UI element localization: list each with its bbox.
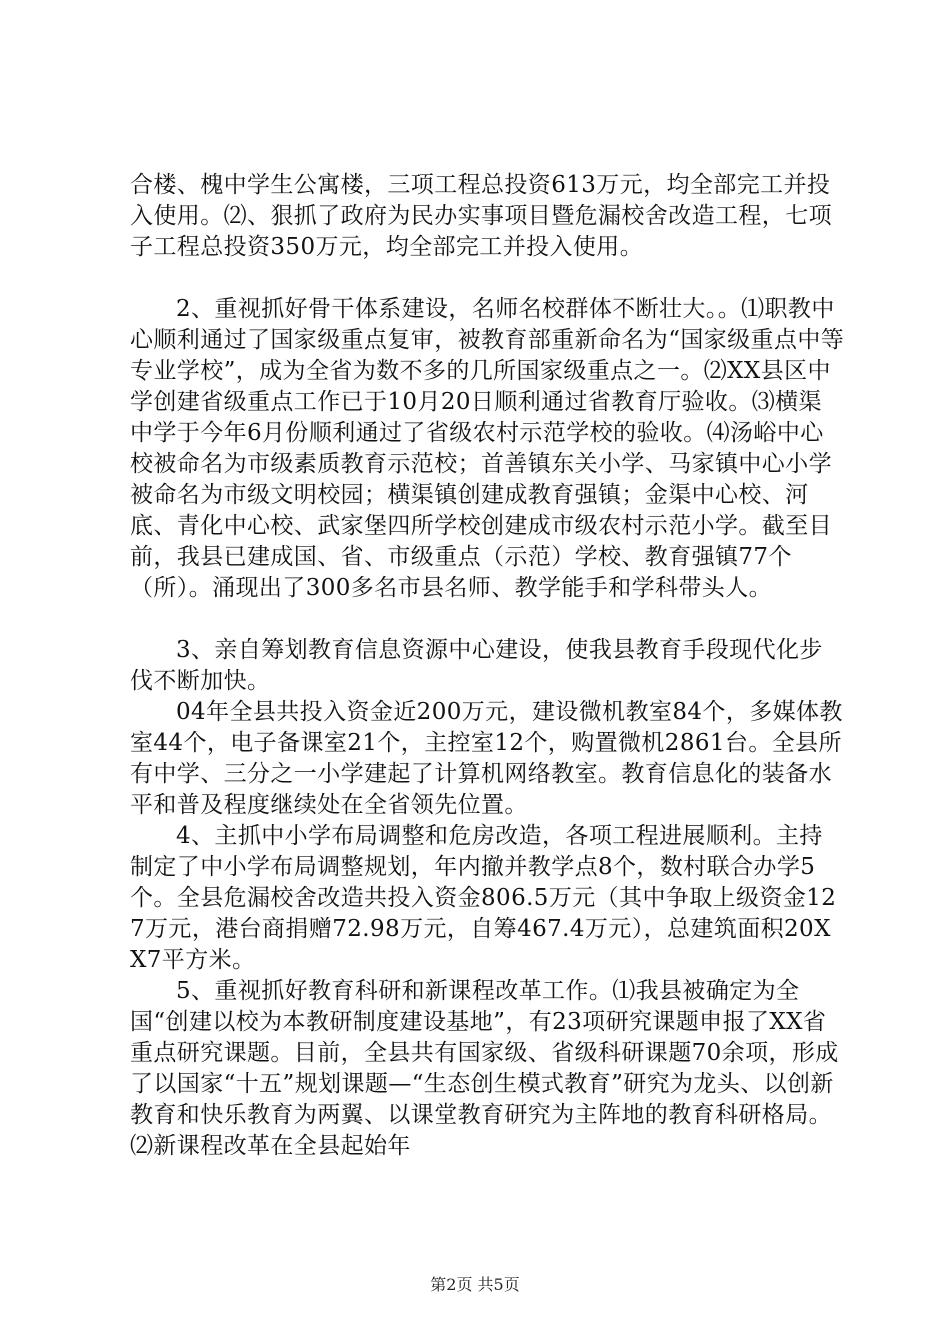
paragraph-6: 5、重视抓好教育科研和新课程改革工作。⑴我县被确定为全国“创建以校为本教研制度建设基地”，有23项研究课题申报了XX省重点研究课题。目前，全县共有国家级、省级科研课题70余项，形成了以国家“十五”规划课题—“生态创生模式教育”研究为龙头、以创新教育和快乐教育为两翼、以课堂教育研究为主阵地的教育科研格局。⑵新课程改革在全县起始年 <box>130 978 839 1159</box>
paragraph-5: 4、主抓中小学布局调整和危房改造，各项工程进展顺利。主持制定了中小学布局调整规划，年内撤并教学点8个，数村联合办学5个。全县危漏校舍改造共投入资金806.5万元（其中争取上级资金127万元，港台商捐赠72.98万元，自筹467.4万元），总建筑面积20XX7平方米。 <box>130 823 837 973</box>
paragraph-4: 04年全县共投入资金近200万元，建设微机教室84个，多媒体教室44个，电子备课室21个，主控室12个，购置微机2861台。全县所有中学、三分之一小学建起了计算机网络教室。教育信息化的装备水平和普及程度继续处在全省领先位置。 <box>130 699 843 818</box>
paragraph-1: 合楼、槐中学生公寓楼，三项工程总投资613万元，均全部完工并投入使用。⑵、狠抓了政府为民办实事项目暨危漏校舍改造工程，七项子工程总投资350万元，均全部完工并投入使用。 <box>130 172 832 260</box>
paragraph-2: 2、重视抓好骨干体系建设，名师名校群体不断壮大。。⑴职教中心顺利通过了国家级重点复审，被教育部重新命名为“国家级重点中等专业学校”，成为全省为数不多的几所国家级重点之一。⑵XX县区中学创建省级重点工作已于10月20日顺利通过省教育厅验收。⑶横渠中学于今年6月份顺利通过了省级农村示范学校的验收。⑷汤峪中心校被命名为市级素质教育示范校；首善镇东关小学、马家镇中心小学被命名为市级文明校园；横渠镇创建成教育强镇；金渠中心校、河底、青化中心校、武家堡四所学校创建成市级农村示范小学。截至目前，我县已建成国、省、市级重点（示范）学校、教育强镇77个（所）。涌现出了300多名市县名师、教学能手和学科带头人。 <box>130 296 845 601</box>
paragraph-3: 3、亲自筹划教育信息资源中心建设，使我县教育手段现代化步伐不断加快。 <box>130 637 823 694</box>
page-footer: 第2页 共5页 <box>430 1275 520 1294</box>
document-body <box>130 170 845 1162</box>
